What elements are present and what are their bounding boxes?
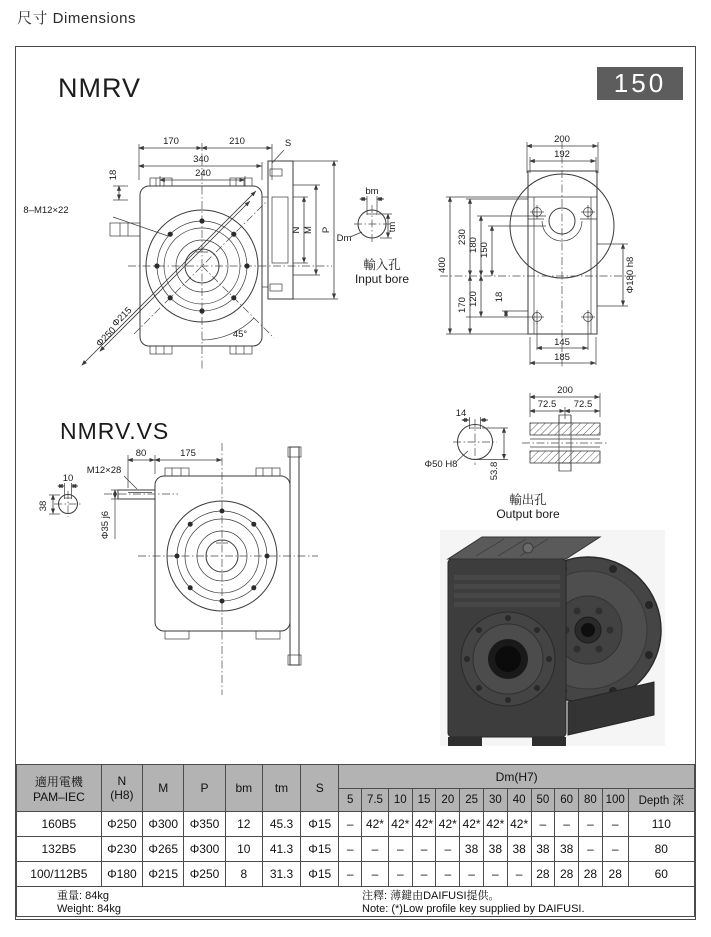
dim-38: 38: [38, 500, 49, 512]
cell-p: Φ300: [184, 837, 225, 862]
header-dm-group: Dm(H7): [339, 765, 695, 789]
cell-dm: –: [388, 862, 412, 887]
cell-dm: –: [436, 837, 460, 862]
side-view-drawing: [437, 134, 636, 369]
header-dm-80: 80: [579, 789, 603, 812]
cell-dm: 38: [460, 837, 484, 862]
dim-340: 340: [193, 154, 209, 165]
cell-depth: 80: [628, 837, 694, 862]
header-n-line1: N: [117, 774, 127, 788]
cell-dm: 38: [507, 837, 531, 862]
bolt-note: 8–M12×22: [23, 205, 69, 216]
dim-210: 210: [229, 136, 245, 147]
cell-dm: –: [483, 862, 507, 887]
header-m: M: [143, 765, 184, 812]
cell-dm: –: [412, 837, 436, 862]
cell-dm: –: [339, 862, 362, 887]
table-footer-row: [17, 887, 695, 917]
cell-dm: –: [579, 837, 603, 862]
cell-dm: –: [388, 837, 412, 862]
cell-dm: –: [460, 862, 484, 887]
cell-dm: 28: [602, 862, 628, 887]
cell-dm: 42*: [460, 812, 484, 837]
header-dm-75: 7.5: [362, 789, 389, 812]
table-row: [17, 862, 695, 887]
header-dm-30: 30: [483, 789, 507, 812]
cell-dm: –: [362, 862, 389, 887]
cell-dm: –: [362, 837, 389, 862]
weight-zh: 重量: 84kg: [57, 890, 109, 902]
cell-dm: 42*: [483, 812, 507, 837]
cell-dm: 28: [579, 862, 603, 887]
cell-dm: –: [436, 862, 460, 887]
table-footer: [17, 887, 695, 917]
dim-bc215: Φ215: [110, 305, 135, 330]
header-n: [101, 765, 142, 812]
cell-s: Φ15: [301, 812, 339, 837]
dim-175: 175: [180, 448, 196, 459]
dim-14: 14: [455, 408, 467, 419]
cell-dm: 38: [555, 837, 579, 862]
dim-180: 180: [468, 237, 479, 253]
cell-dm: –: [339, 812, 362, 837]
cell-bm: 10: [225, 837, 262, 862]
vs-title: NMRV.VS: [60, 418, 170, 444]
cell-tm: 41.3: [262, 837, 300, 862]
header-s: S: [301, 765, 339, 812]
dim-200: 200: [554, 134, 570, 145]
cell-dm: 42*: [436, 812, 460, 837]
cell-n: Φ180: [101, 862, 142, 887]
cell-dm: 42*: [412, 812, 436, 837]
cell-dm: –: [602, 812, 628, 837]
dim-170: 170: [163, 136, 179, 147]
dim-230: 230: [457, 229, 468, 245]
cell-model: 160B5: [17, 812, 102, 837]
header-dm-5: 5: [339, 789, 362, 812]
header-model-en: PAM–IEC: [32, 789, 85, 804]
front-view-drawing: [23, 136, 338, 371]
output-bore-label-en: Output bore: [496, 507, 560, 521]
size-badge: 150: [597, 67, 683, 100]
cell-dm: 28: [555, 862, 579, 887]
cell-dm: –: [579, 812, 603, 837]
cell-p: Φ250: [184, 862, 225, 887]
cell-dm: 38: [483, 837, 507, 862]
cell-dm: 42*: [362, 812, 389, 837]
cell-dm: –: [339, 837, 362, 862]
cell-m: Φ265: [143, 837, 184, 862]
dim-shaft-35j6: Φ35 j6: [100, 510, 111, 540]
cell-m: Φ215: [143, 862, 184, 887]
note-zh: 注釋: 薄鍵由DAIFUSI提供。: [362, 890, 500, 902]
cell-p: Φ350: [184, 812, 225, 837]
cell-dm: 38: [531, 837, 555, 862]
header-dm-20: 20: [436, 789, 460, 812]
dimensions-panel: [15, 46, 696, 920]
dim-185: 185: [554, 352, 570, 363]
dim-bc250: Φ250: [94, 325, 119, 350]
cell-dm: –: [412, 862, 436, 887]
header-p: P: [184, 765, 225, 812]
dim-170b: 170: [457, 297, 468, 313]
cell-bm: 8: [225, 862, 262, 887]
dim-bm: bm: [365, 186, 379, 197]
cell-bm: 12: [225, 812, 262, 837]
table-row: [17, 837, 695, 862]
cell-dm: 42*: [507, 812, 531, 837]
dim-Dm: Dm: [336, 233, 352, 244]
dim-145: 145: [554, 337, 570, 348]
dim-S: S: [284, 138, 292, 149]
header-model-zh: 適用電機: [34, 774, 83, 789]
dim-80: 80: [135, 448, 147, 459]
dim-tm: tm: [387, 221, 398, 233]
cell-s: Φ15: [301, 837, 339, 862]
dim-120: 120: [468, 291, 479, 307]
header-n-line2: (H8): [110, 788, 134, 802]
dim-150: 150: [479, 242, 490, 258]
header-model: [17, 765, 102, 812]
dim-200-out: 200: [557, 385, 573, 396]
cell-dm: –: [602, 837, 628, 862]
cell-n: Φ230: [101, 837, 142, 862]
cell-dm: –: [555, 812, 579, 837]
note-en: Note: (*)Low profile key supplied by DAIFUSI.: [362, 903, 585, 915]
header-dm-40: 40: [507, 789, 531, 812]
cell-dm: –: [507, 862, 531, 887]
model-name: NMRV: [58, 73, 142, 103]
cell-dm: 42*: [388, 812, 412, 837]
vs-view-drawing: [38, 418, 318, 695]
key-note: [362, 890, 585, 916]
header-tm: tm: [262, 765, 300, 812]
cell-dm: –: [531, 812, 555, 837]
cell-m: Φ300: [143, 812, 184, 837]
dim-P: P: [321, 226, 332, 234]
cell-model: 100/112B5: [17, 862, 102, 887]
product-photo: [440, 530, 665, 746]
dim-N: N: [291, 226, 302, 234]
key-note: M12×28: [86, 465, 122, 476]
dim-725b: 72.5: [573, 399, 593, 410]
cell-s: Φ15: [301, 862, 339, 887]
header-dm-15: 15: [412, 789, 436, 812]
cell-model: 132B5: [17, 837, 102, 862]
dimension-table: [16, 764, 695, 917]
dim-240: 240: [195, 168, 211, 179]
cell-depth: 110: [628, 812, 694, 837]
output-bore-diagram: [425, 385, 608, 521]
input-bore-label-en: Input bore: [354, 272, 410, 286]
cell-tm: 31.3: [262, 862, 300, 887]
table-row: [17, 812, 695, 837]
dim-10: 10: [62, 473, 74, 484]
weight-en: Weight: 84kg: [57, 903, 122, 915]
dim-538: 53.8: [489, 461, 500, 481]
header-bm: bm: [225, 765, 262, 812]
dim-725a: 72.5: [537, 399, 557, 410]
header-dm-100: 100: [602, 789, 628, 812]
input-bore-label-zh: 輸入孔: [363, 258, 401, 272]
cell-tm: 45.3: [262, 812, 300, 837]
cell-depth: 60: [628, 862, 694, 887]
cell-n: Φ250: [101, 812, 142, 837]
dim-400: 400: [437, 257, 448, 273]
header-dm-10: 10: [388, 789, 412, 812]
header-dm-25: 25: [460, 789, 484, 812]
page-title: 尺寸 Dimensions: [17, 10, 137, 27]
dim-M: M: [303, 226, 314, 234]
header-dm-60: 60: [555, 789, 579, 812]
dim-192: 192: [554, 149, 570, 160]
header-dm-50: 50: [531, 789, 555, 812]
dim-bore-180h8: Φ180 h8: [625, 256, 636, 294]
dim-45deg: 45°: [232, 329, 248, 340]
input-bore-diagram: [337, 186, 410, 286]
dim-18b: 18: [494, 291, 505, 303]
technical-drawings: [16, 47, 695, 764]
cell-dm: 28: [531, 862, 555, 887]
header-dm-depth: Depth 深: [628, 789, 694, 812]
dim-18: 18: [108, 169, 119, 181]
weight-note: [57, 890, 121, 916]
dim-bore-50H8: Φ50 H8: [424, 459, 458, 470]
output-bore-label-zh: 輸出孔: [509, 493, 547, 507]
